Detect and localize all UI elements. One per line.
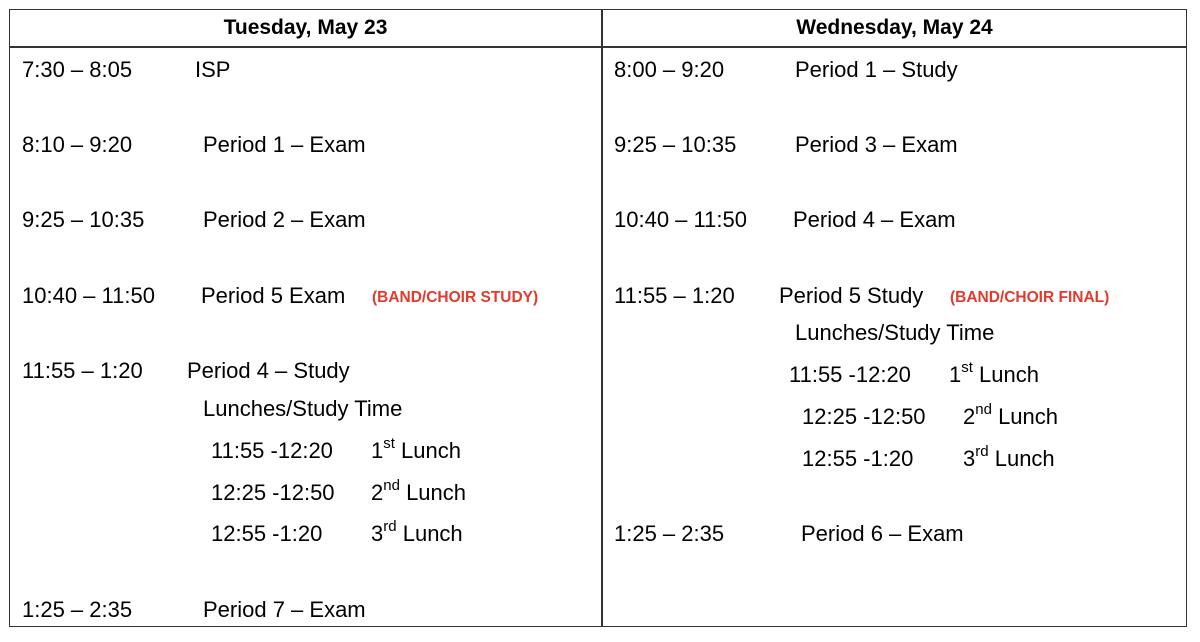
wednesday-header: Wednesday, May 24: [796, 16, 993, 39]
tue-row-time: 11:55 – 1:20: [22, 358, 143, 383]
wed-row-time: 8:00 – 9:20: [614, 57, 725, 82]
tue-lunch-time: 12:25 -12:50: [211, 480, 335, 505]
tue-lunch-label: 3rd Lunch: [371, 517, 463, 546]
wed-lunch-time: 12:25 -12:50: [802, 404, 926, 429]
tue-lunch-label: 2nd Lunch: [371, 476, 467, 505]
wed-lunch-heading: Lunches/Study Time: [795, 320, 995, 345]
wed-band-choir-note: (BAND/CHOIR FINAL): [950, 289, 1110, 306]
tue-row-label: Period 7 – Exam: [203, 597, 366, 622]
tue-lunch-time: 12:55 -1:20: [211, 521, 323, 546]
column-divider: [601, 10, 603, 626]
tue-row-label: Period 4 – Study: [187, 358, 350, 383]
tue-row-time: 1:25 – 2:35: [22, 597, 133, 622]
wed-row-time: 11:55 – 1:20: [614, 283, 735, 308]
tue-row-label: Period 1 – Exam: [203, 132, 366, 157]
wed-lunch-label: 1st Lunch: [949, 358, 1039, 387]
tue-row-time: 10:40 – 11:50: [22, 283, 155, 308]
tue-lunch-heading: Lunches/Study Time: [203, 396, 403, 421]
tue-lunch-time: 11:55 -12:20: [211, 438, 333, 463]
tue-row-label: Period 2 – Exam: [203, 207, 366, 232]
wed-lunch-time: 12:55 -1:20: [802, 446, 914, 471]
wed-row-time: 10:40 – 11:50: [614, 207, 747, 232]
tue-lunch-label: 1st Lunch: [371, 434, 461, 463]
wed-row-time: 9:25 – 10:35: [614, 132, 737, 157]
wed-lunch-label: 2nd Lunch: [963, 400, 1059, 429]
tue-row-label: Period 5 Exam: [201, 283, 346, 308]
tuesday-header: Tuesday, May 23: [223, 16, 388, 39]
wed-row-label: Period 3 – Exam: [795, 132, 958, 157]
schedule-table: [9, 9, 1187, 627]
wed-row-label: Period 5 Study: [779, 283, 924, 308]
wed-lunch-time: 11:55 -12:20: [789, 362, 911, 387]
wed-row-time: 1:25 – 2:35: [614, 521, 725, 546]
wed-row-label: Period 1 – Study: [795, 57, 958, 82]
tue-row-label: ISP: [195, 57, 231, 82]
tue-band-choir-note: (BAND/CHOIR STUDY): [372, 289, 539, 306]
wed-row-label: Period 4 – Exam: [793, 207, 956, 232]
wed-lunch-label: 3rd Lunch: [963, 442, 1055, 471]
tue-row-time: 8:10 – 9:20: [22, 132, 133, 157]
tue-row-time: 9:25 – 10:35: [22, 207, 145, 232]
tue-row-time: 7:30 – 8:05: [22, 57, 133, 82]
header-divider: [10, 46, 1186, 48]
wed-row-label: Period 6 – Exam: [801, 521, 964, 546]
